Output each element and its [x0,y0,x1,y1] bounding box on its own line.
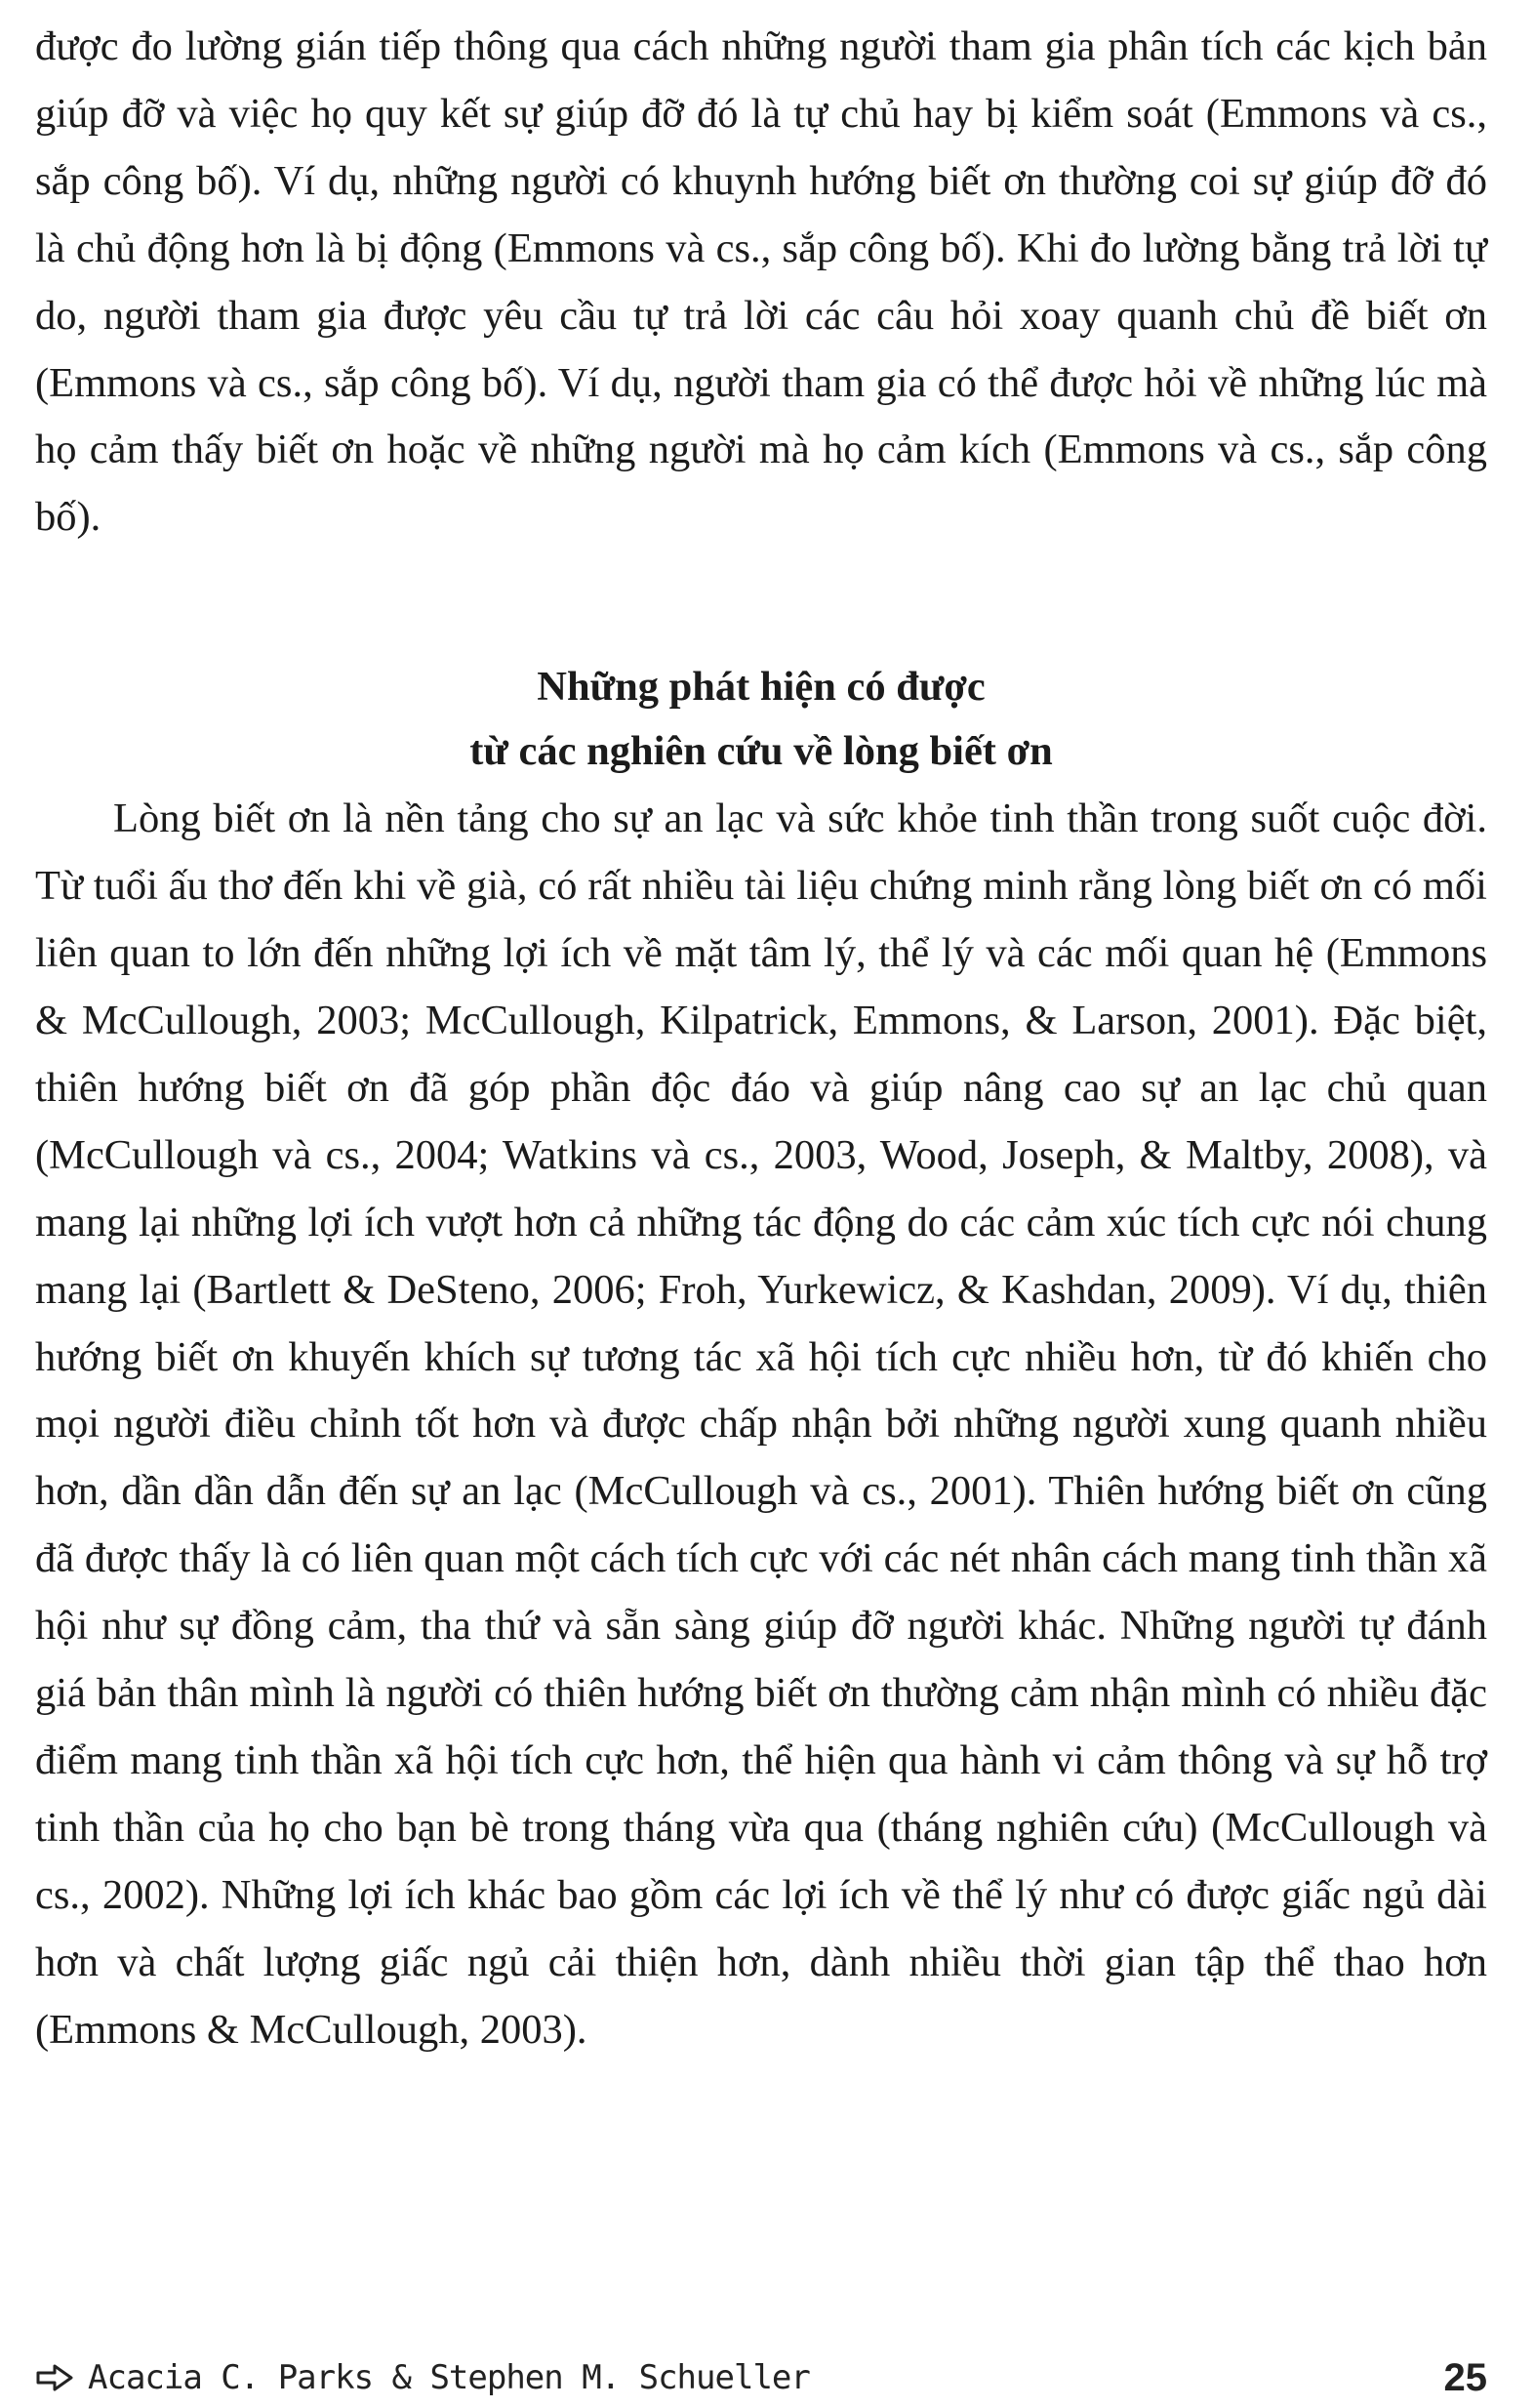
body-paragraph: được đo lường gián tiếp thông qua cách những người tham gia phân tích các kịch bản giúp đỡ và việc họ quy kết sự giúp đỡ đó là tự chủ hay bị kiểm soát (Emmons và cs., sắp công bố). Ví dụ, những người có khuynh hướng biết ơn thường coi sự giúp đỡ đó là chủ động hơn là bị động (Emmons và cs., sắp công bố). Khi đo lường bằng trả lời tự do, người tham gia được yêu cầu tự trả lời các câu hỏi xoay quanh chủ đề biết ơn (Emmons và cs., sắp công bố). Ví dụ, người tham gia có thể được hỏi về những lúc mà họ cảm thấy biết ơn hoặc về những người mà họ cảm kích (Emmons và cs., sắp công bố). [35,23,1487,541]
section-heading-line-2: từ các nghiên cứu về lòng biết ơn [469,728,1053,775]
footer-authors: Acacia C. Parks & Stephen M. Schueller [88,2358,810,2397]
page-number: 25 [1443,2355,1487,2399]
section-heading [35,655,1487,784]
page-footer [35,2350,1487,2405]
page-content [35,14,1487,2063]
section-heading-line-1: Những phát hiện có được [537,664,986,711]
arrow-right-icon [35,2363,74,2392]
body-paragraph: Lòng biết ơn là nền tảng cho sự an lạc và sức khỏe tinh thần trong suốt cuộc đời. Từ tuổi ấu thơ đến khi về già, có rất nhiều tài liệu chứng minh rằng lòng biết ơn có mối liên quan to lớn đến những lợi ích về mặt tâm lý, thể lý và các mối quan hệ (Emmons & McCullough, 2003; McCullough, Kilpatrick, Emmons, & Larson, 2001). Đặc biệt, thiên hướng biết ơn đã góp phần độc đáo và giúp nâng cao sự an lạc chủ quan (McCullough và cs., 2004; Watkins và cs., 2003, Wood, Joseph, & Maltby, 2008), và mang lại những lợi ích vượt hơn cả những tác động do các cảm xúc tích cực nói chung mang lại (Bartlett & DeSteno, 2006; Froh, Yurkewicz, & Kashdan, 2009). Ví dụ, thiên hướng biết ơn khuyến khích sự tương tác xã hội tích cực nhiều hơn, từ đó khiến cho mọi người điều chỉnh tốt hơn và được chấp nhận bởi những người xung quanh nhiều hơn, dần dần dẫn đến sự an lạc (McCullough và cs., 2001). Thiên hướng biết ơn cũng đã được thấy là có liên quan một cách tích cực với các nét nhân cách mang tinh thần xã hội như sự đồng cảm, tha thứ và sẵn sàng giúp đỡ người khác. Những người tự đánh giá bản thân mình là người có thiên hướng biết ơn thường cảm nhận mình có nhiều đặc điểm mang tinh thần xã hội tích cực hơn, thể hiện qua hành vi cảm thông và sự hỗ trợ tinh thần của họ cho bạn bè trong tháng vừa qua (tháng nghiên cứu) (McCullough và cs., 2002). Những lợi ích khác bao gồm các lợi ích về thể lý như có được giấc ngủ dài hơn và chất lượng giấc ngủ cải thiện hơn, dành nhiều thời gian tập thể thao hơn (Emmons & McCullough, 2003). [35,796,1487,2053]
